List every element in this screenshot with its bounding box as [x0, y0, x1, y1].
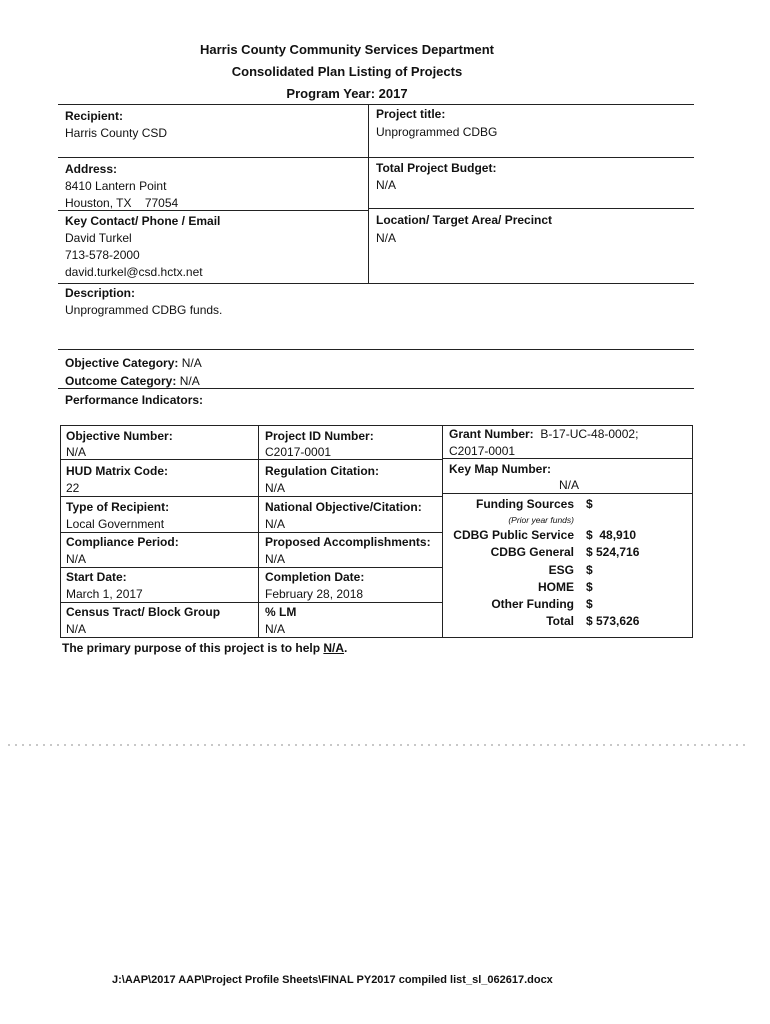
funding-label-cdbg-general: CDBG General — [490, 545, 574, 559]
description-value: Unprogrammed CDBG funds. — [65, 303, 223, 317]
performance-label: Performance Indicators: — [65, 393, 204, 407]
objective-number-value: N/A — [66, 445, 87, 459]
objective-category-value: N/A — [181, 356, 202, 370]
project-title-value: Unprogrammed CDBG — [376, 125, 498, 139]
grant-number — [449, 427, 638, 441]
purpose-value: N/A — [323, 641, 345, 655]
project-id-label: Project ID Number: — [265, 429, 374, 443]
funding-label-other: Other Funding — [491, 597, 574, 611]
regulation-value: N/A — [265, 481, 286, 495]
outcome-category — [65, 374, 200, 388]
funding-title: Funding Sources — [475, 497, 574, 511]
compliance-value: N/A — [66, 552, 87, 566]
completion-date-label: Completion Date: — [265, 570, 365, 584]
budget-value: N/A — [376, 178, 397, 192]
grant-number-value: B-17-UC-48-0002; — [540, 427, 639, 441]
grid-row5 — [60, 602, 442, 603]
grid-row-keymap — [442, 493, 693, 494]
funding-amount-cdbg-public-service: $ 48,910 — [586, 528, 637, 542]
funding-amount-home: $ — [586, 580, 593, 594]
grid-top — [60, 425, 693, 426]
grid-bottom — [60, 637, 693, 638]
footer-file-path: J:\AAP\2017 AAP\Project Profile Sheets\FINAL PY2017 compiled list_sl_062617.docx — [112, 974, 553, 986]
lm-value: N/A — [265, 622, 286, 636]
funding-label-home: HOME — [538, 580, 574, 594]
accomplishments-value: N/A — [265, 552, 286, 566]
grid-row3 — [60, 532, 442, 533]
purpose-prefix: The primary purpose of this project is to help — [62, 641, 324, 655]
rule-address-underline — [58, 210, 368, 211]
funding-label-cdbg-public-service: CDBG Public Service — [453, 528, 574, 542]
start-date-value: March 1, 2017 — [66, 587, 143, 601]
outcome-category-value: N/A — [179, 374, 200, 388]
accomplishments-label: Proposed Accomplishments: — [265, 535, 431, 549]
census-label: Census Tract/ Block Group — [66, 605, 221, 619]
objective-category-label: Objective Category: — [65, 356, 179, 370]
funding-title-amount: $ — [586, 497, 593, 511]
funding-label-total: Total — [546, 614, 574, 628]
census-value: N/A — [66, 622, 87, 636]
purpose-statement — [62, 641, 347, 655]
rule-budget-bottom — [368, 208, 694, 209]
header-program-year: Program Year: 2017 — [286, 86, 408, 101]
lm-label: % LM — [265, 605, 297, 619]
grant-number-value-2: C2017-0001 — [449, 444, 516, 458]
recipient-label: Recipient: — [65, 109, 124, 123]
national-objective-label: National Objective/Citation: — [265, 500, 422, 514]
keymap-label: Key Map Number: — [449, 462, 552, 476]
location-value: N/A — [376, 231, 397, 245]
scan-artifact-line — [8, 744, 748, 746]
project-id-value: C2017-0001 — [265, 445, 332, 459]
location-label: Location/ Target Area/ Precinct — [376, 213, 553, 227]
contact-phone: 713-578-2000 — [65, 248, 140, 262]
funding-amount-esg: $ — [586, 563, 593, 577]
objective-category — [65, 356, 202, 370]
grid-right — [692, 425, 693, 638]
outcome-category-label: Outcome Category: — [65, 374, 177, 388]
grid-row-grant — [442, 458, 693, 459]
contact-name: David Turkel — [65, 231, 132, 245]
project-title-label: Project title: — [376, 107, 446, 121]
national-objective-value: N/A — [265, 517, 286, 531]
hud-matrix-label: HUD Matrix Code: — [66, 464, 169, 478]
grid-row1 — [60, 459, 442, 460]
address-line2: Houston, TX 77054 — [65, 196, 179, 210]
purpose-suffix: . — [344, 641, 348, 655]
rule-after-description — [58, 349, 694, 350]
recipient-value: Harris County CSD — [65, 126, 168, 140]
regulation-label: Regulation Citation: — [265, 464, 379, 478]
rule-vertical-top — [368, 104, 369, 283]
funding-amount-cdbg-general: $ 524,716 — [586, 545, 640, 559]
rule-after-recipient — [58, 157, 694, 158]
grid-row2 — [60, 496, 442, 497]
funding-label-esg: ESG — [548, 563, 574, 577]
grant-number-label: Grant Number: — [449, 427, 534, 441]
keymap-value: N/A — [559, 478, 580, 492]
header-department: Harris County Community Services Department — [199, 42, 495, 57]
contact-label: Key Contact/ Phone / Email — [65, 214, 221, 228]
objective-number-label: Objective Number: — [66, 429, 173, 443]
rule-top — [58, 104, 694, 105]
hud-matrix-value: 22 — [66, 481, 80, 495]
address-label: Address: — [65, 162, 118, 176]
description-label: Description: — [65, 286, 136, 300]
address-line1: 8410 Lantern Point — [65, 179, 167, 193]
funding-amount-other: $ — [586, 597, 593, 611]
rule-after-contact — [58, 283, 694, 284]
type-recipient-label: Type of Recipient: — [66, 500, 170, 514]
grid-row4 — [60, 567, 442, 568]
rule-after-outcome — [58, 388, 694, 389]
type-recipient-value: Local Government — [66, 517, 165, 531]
header-listing-title: Consolidated Plan Listing of Projects — [231, 64, 463, 79]
funding-amount-total: $ 573,626 — [586, 614, 640, 628]
start-date-label: Start Date: — [66, 570, 127, 584]
compliance-label: Compliance Period: — [66, 535, 179, 549]
contact-email: david.turkel@csd.hctx.net — [65, 265, 203, 279]
completion-date-value: February 28, 2018 — [265, 587, 364, 601]
funding-note: (Prior year funds) — [508, 515, 574, 525]
budget-label: Total Project Budget: — [376, 161, 497, 175]
